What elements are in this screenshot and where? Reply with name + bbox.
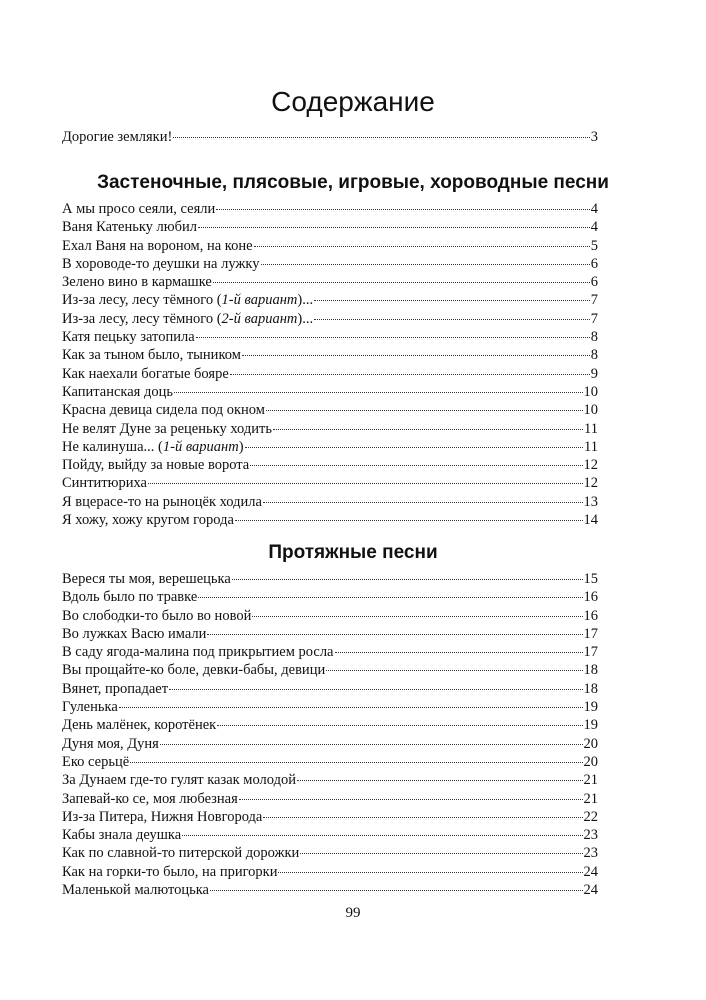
toc-entry [62, 771, 598, 789]
toc-dot-leader [119, 707, 583, 708]
toc-entry-page: 22 [583, 808, 598, 825]
toc-entry-title-text: В хороводе-то деушки на лужку [62, 255, 260, 272]
toc-dot-leader [198, 597, 582, 598]
toc-entry-title-suffix: )... [297, 310, 314, 327]
toc-entry-title [62, 346, 241, 364]
toc-dot-leader [300, 853, 582, 854]
toc-entry-page: 21 [583, 790, 598, 807]
toc-entry-title-text: Из-за Питера, Нижня Новгорода [62, 808, 263, 825]
toc-entry-title-text: Как по славной-то питерской дорожки [62, 845, 300, 862]
toc-entry [62, 456, 598, 474]
toc-entry-title-text: Запевай-ко се, моя любезная [62, 790, 238, 807]
toc-entry-title-text: Я вцерасе-то на рыноцёк ходила [62, 493, 262, 510]
toc-dot-leader [263, 817, 582, 818]
toc-entry-title [62, 456, 249, 474]
toc-dot-leader [245, 447, 584, 448]
toc-entry-page: 10 [583, 383, 598, 400]
toc-entry-title-text: Как за тыном было, тыником [62, 347, 241, 364]
toc-entry [62, 291, 598, 309]
toc-entry-page: 12 [583, 457, 598, 474]
toc-entry-page: 18 [583, 680, 598, 697]
toc-entry-title [62, 383, 173, 401]
toc-entry-page: 23 [583, 845, 598, 862]
toc-entry-title-text: Вдоль было по травке [62, 589, 198, 606]
toc-entry-page: 7 [590, 292, 598, 309]
toc-entry-title-text: А мы просо сеяли, сеяли [62, 201, 216, 217]
toc-entry [62, 200, 598, 218]
section-title-dance-songs: Застеночные, плясовые, игровые, хороводные песни [97, 172, 609, 193]
toc-entry [62, 218, 598, 236]
toc-entry [62, 420, 598, 438]
toc-entry [62, 625, 598, 643]
toc-dot-leader [230, 374, 590, 375]
toc-entry-title [62, 401, 265, 419]
toc-dot-leader [266, 410, 583, 411]
toc-entry-title [62, 661, 325, 679]
toc-entry [62, 128, 598, 146]
toc-entry-page: 11 [584, 438, 598, 455]
toc-dot-leader [335, 652, 583, 653]
toc-entry [62, 826, 598, 844]
toc-entry [62, 643, 598, 661]
toc-section-dance-songs [62, 200, 598, 529]
toc-entry [62, 735, 598, 753]
toc-entry-title [62, 237, 253, 255]
toc-entry-title [62, 680, 168, 698]
toc-entry [62, 753, 598, 771]
toc-entry-title-text: Дорогие земляки! [62, 129, 173, 145]
toc-dot-leader [263, 502, 583, 503]
toc-entry-page: 19 [583, 699, 598, 716]
toc-entry-title [62, 771, 296, 789]
page-number: 99 [345, 905, 361, 921]
toc-entry-title [62, 291, 313, 309]
toc-entry-page: 12 [583, 475, 598, 492]
toc-entry-page: 16 [583, 607, 598, 624]
toc-entry [62, 808, 598, 826]
toc-entry-title-text: Дуня моя, Дуня [62, 735, 159, 752]
toc-entry [62, 680, 598, 698]
toc-entry-title-text: Вянет, пропадает [62, 680, 169, 697]
toc-dot-leader [213, 282, 590, 283]
toc-entry-variant: 1-й вариант [162, 438, 239, 455]
toc-entry-page: 20 [583, 735, 598, 752]
toc-entry-title [62, 365, 229, 383]
toc-dot-leader [273, 429, 583, 430]
toc-entry [62, 511, 598, 529]
toc-dot-leader [169, 689, 582, 690]
toc-entry [62, 328, 598, 346]
toc-entry-title-text: Кабы знала деушка [62, 827, 182, 844]
toc-entry-variant: 2-й вариант [221, 310, 298, 327]
toc-entry [62, 310, 598, 328]
toc-dot-leader [239, 799, 583, 800]
toc-dot-leader [252, 616, 582, 617]
toc-dot-leader [278, 872, 582, 873]
toc-entry-page: 9 [590, 365, 598, 382]
toc-entry-title-text: За Дунаем где-то гулят казак молодой [62, 772, 296, 789]
toc-entry-page: 24 [583, 882, 598, 899]
toc-entry-page: 6 [590, 274, 598, 291]
toc-entry-title-text: Не велят Дуне за реценьку ходить [62, 420, 272, 437]
toc-entry-title [62, 493, 262, 511]
toc-dot-leader [242, 355, 590, 356]
toc-entry [62, 383, 598, 401]
toc-dot-leader [326, 670, 582, 671]
toc-entry [62, 790, 598, 808]
toc-entry-title-text: Еко серьцё [62, 753, 130, 770]
toc-entry-page: 5 [590, 237, 598, 254]
toc-entry-page: 19 [583, 717, 598, 734]
toc-entry-title [62, 844, 299, 862]
toc-entry-title [62, 328, 195, 346]
page-title: Содержание [271, 86, 435, 117]
toc-entry [62, 273, 598, 291]
toc-entry [62, 881, 598, 899]
toc-entry [62, 237, 598, 255]
toc-entry-title-text: Не калинуша... ( [62, 438, 163, 455]
toc-entry-title-text: В саду ягода-малина под прикрытием росла [62, 644, 334, 661]
toc-entry-title-suffix: ) [238, 438, 244, 455]
toc-section-long-songs [62, 570, 598, 899]
toc-entry-title [62, 625, 206, 643]
toc-entry-page: 20 [583, 753, 598, 770]
toc-entry-title-text: Во слободки-то было во новой [62, 607, 252, 624]
toc-entry-page: 16 [583, 589, 598, 606]
toc-entry [62, 607, 598, 625]
toc-entry-title-text: Капитанская доць [62, 383, 173, 400]
toc-entry-title [62, 698, 118, 716]
toc-entry [62, 698, 598, 716]
toc-entry-variant: 1-й вариант [221, 292, 298, 309]
toc-entry-page: 21 [583, 772, 598, 789]
toc-dot-leader [198, 227, 590, 228]
toc-entry-title-text: Зелено вино в кармашке [62, 274, 212, 291]
toc-entry [62, 493, 598, 511]
toc-entry-title-text: Во лужках Васю имали [62, 625, 207, 642]
toc-entry [62, 716, 598, 734]
toc-entry-title-text: Ехал Ваня на вороном, на коне [62, 237, 253, 254]
toc-entry-page: 3 [590, 129, 598, 145]
toc-dot-leader [207, 634, 582, 635]
toc-entry-page: 4 [590, 201, 598, 217]
toc-dot-leader [174, 392, 583, 393]
toc-entry-title-text: Пойду, выйду за новые ворота [62, 457, 250, 474]
toc-dot-leader [182, 835, 582, 836]
toc-entry-page: 4 [590, 219, 598, 236]
toc-entry-title-text: Как наехали богатые бояре [62, 365, 229, 382]
toc-entry-title [62, 808, 262, 826]
toc-entry-title [62, 200, 215, 218]
toc-entry-title [62, 218, 197, 236]
toc-entry-title [62, 570, 231, 588]
toc-entry [62, 365, 598, 383]
toc-dot-leader [216, 209, 590, 210]
toc-dot-leader [148, 483, 583, 484]
toc-entry-page: 7 [590, 310, 598, 327]
toc-dot-leader [297, 780, 583, 781]
toc-entry-title [62, 310, 313, 328]
toc-dot-leader [235, 520, 583, 521]
toc-entry-title [62, 863, 277, 881]
toc-dot-leader [217, 725, 582, 726]
toc-entry [62, 570, 598, 588]
toc-entry-title [62, 128, 172, 146]
toc-dot-leader [196, 337, 590, 338]
toc-entry [62, 401, 598, 419]
toc-entry-title [62, 790, 238, 808]
toc-entry-title [62, 273, 212, 291]
toc-dot-leader [160, 744, 583, 745]
toc-entry-title-text: Я хожу, хожу кругом города [62, 512, 234, 529]
toc-entry-title-text: Из-за лесу, лесу тёмного ( [62, 310, 222, 327]
toc-entry-page: 24 [583, 863, 598, 880]
toc-entry-title-text: Красна девица сидела под окном [62, 402, 265, 419]
toc-dot-leader [250, 465, 582, 466]
toc-entry-page: 8 [590, 329, 598, 346]
section-title-long-songs: Протяжные песни [268, 542, 438, 563]
toc-entry [62, 346, 598, 364]
toc-entry-page: 8 [590, 347, 598, 364]
toc-dot-leader [130, 762, 582, 763]
toc-entry-title [62, 753, 129, 771]
toc-entry-title [62, 588, 197, 606]
toc-entry-title [62, 255, 260, 273]
toc-entry [62, 255, 598, 273]
toc-entry [62, 588, 598, 606]
toc-entry-title-text: Из-за лесу, лесу тёмного ( [62, 292, 222, 309]
toc-entry-title-suffix: )... [297, 292, 314, 309]
toc-entry-title-text: Синтитюриха [62, 475, 147, 492]
toc-entry [62, 661, 598, 679]
toc-entry-title-text: День малёнек, коротёнек [62, 717, 217, 734]
toc-entry-title-text: Как на горки-то было, на пригорки [62, 863, 278, 880]
toc-entry-page: 18 [583, 662, 598, 679]
toc-entry [62, 438, 598, 456]
toc-entry-title [62, 826, 181, 844]
toc-entry-title [62, 643, 334, 661]
toc-dot-leader [173, 137, 589, 138]
toc-dot-leader [314, 319, 590, 320]
toc-dot-leader [254, 246, 590, 247]
toc-entry-page: 17 [583, 625, 598, 642]
toc-entry-page: 10 [583, 402, 598, 419]
toc-entry-page: 13 [583, 493, 598, 510]
toc-dot-leader [232, 579, 583, 580]
toc-dot-leader [261, 264, 590, 265]
toc-entry-title-text: Вереся ты моя, верешецька [62, 571, 231, 587]
toc-entry-page: 11 [584, 420, 598, 437]
toc-entry-page: 6 [590, 255, 598, 272]
toc-entry-page: 23 [583, 827, 598, 844]
toc-entry-title-text: Катя пецьку затопила [62, 329, 195, 346]
toc-dot-leader [210, 890, 583, 891]
toc-entry-title-text: Ваня Катеньку любил [62, 219, 198, 236]
toc-entry-title [62, 511, 234, 529]
toc-entry-title [62, 881, 209, 899]
toc-entry-page: 14 [583, 512, 598, 529]
toc-entry-title [62, 474, 147, 492]
toc-intro-list [62, 128, 598, 146]
toc-entry [62, 844, 598, 862]
toc-entry [62, 863, 598, 881]
toc-entry-title [62, 607, 251, 625]
toc-entry-title-text: Маленькой малютоцька [62, 882, 209, 899]
toc-entry-title [62, 735, 159, 753]
toc-entry-title [62, 420, 272, 438]
toc-dot-leader [314, 300, 590, 301]
toc-entry [62, 474, 598, 492]
toc-entry-title-text: Вы прощайте-ко боле, девки-бабы, девици [62, 662, 326, 679]
toc-entry-title [62, 438, 244, 456]
toc-entry-title-text: Гуленька [62, 699, 118, 716]
toc-entry-page: 17 [583, 644, 598, 661]
toc-entry-page: 15 [583, 571, 598, 587]
toc-entry-title [62, 716, 216, 734]
